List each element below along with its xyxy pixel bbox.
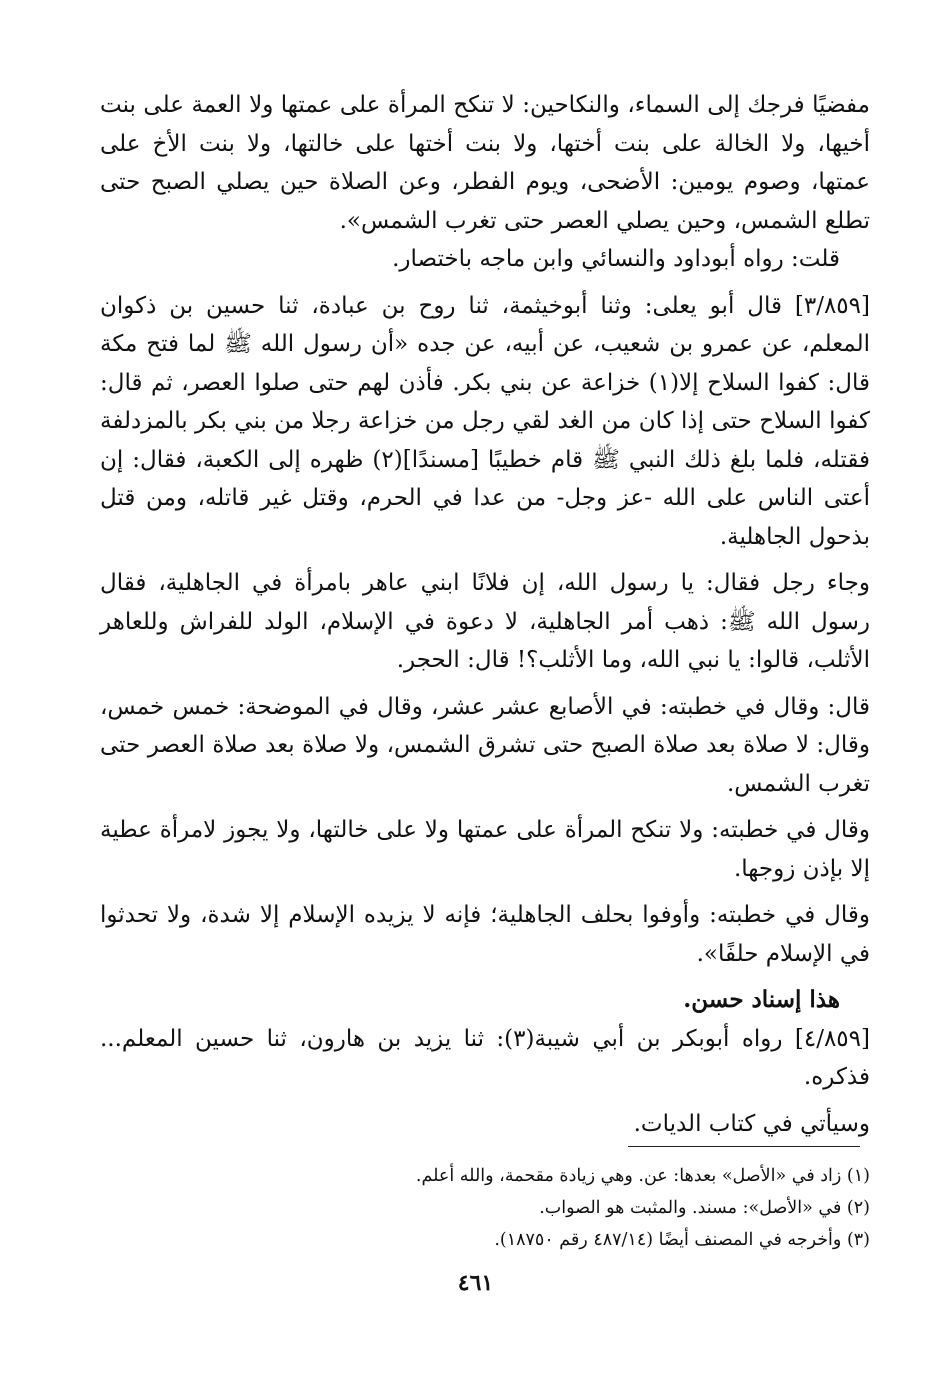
footnote-1: (١) زاد في «الأصل» بعدها: عن. وهي زيادة مقحمة، والله أعلم. bbox=[415, 1166, 870, 1186]
footnote-3: (٣) وأخرجه في المصنف أيضًا (٤٨٧/١٤ رقم ١٨٧٥٠). bbox=[494, 1230, 870, 1250]
footnote-2: (٢) في «الأصل»: مسند. والمثبت هو الصواب. bbox=[539, 1198, 870, 1218]
paragraph-6: وقال في خطبته: ولا تنكح المرأة على عمتها ولا على خالتها، ولا يجوز لامرأة عطية إلا بإذن زوجها. bbox=[100, 817, 870, 882]
paragraph-7: وقال في خطبته: وأوفوا بحلف الجاهلية؛ فإنه لا يزيده الإسلام إلا شدة، ولا تحدثوا في الإسلام حلفًا». bbox=[100, 902, 870, 967]
footnote-separator bbox=[628, 1146, 860, 1147]
paragraph-10: وسيأتي في كتاب الديات. bbox=[633, 1110, 870, 1137]
paragraph-5: قال: وقال في خطبته: في الأصابع عشر عشر، وقال في الموضحة: خمس خمس، وقال: لا صلاة بعد صلاة الصبح حتى تشرق الشمس، ولا صلاة بعد صلاة العصر حتى تغرب الشمس. bbox=[100, 693, 870, 797]
paragraph-2: قلت: رواه أبوداود والنسائي وابن ماجه باختصار. bbox=[392, 246, 840, 272]
paragraph-3: [٣/٨٥٩] قال أبو يعلى: وثنا أبوخيثمة، ثنا روح بن عبادة، ثنا حسين بن ذكوان المعلم، عن عمرو بن شعيب، عن أبيه، عن جده «أن رسول الله ﷺ لما فتح مكة قال: كفوا السلاح إلا(١) خزاعة عن بني بكر. فأذن لهم حتى صلوا العصر، ثم قال: كفوا السلاح حتى إذا كان من الغد لقي رجل من خزاعة رجلا من بني بكر بالمزدلفة فقتله، فلما بلغ ذلك النبي ﷺ قام خطيبًا [مسندًا](٢) ظهره إلى الكعبة، فقال: إن أعتى الناس على الله -عز وجل- من عدا في الحرم، وقتل غير قاتله، ومن قتل بذحول الجاهلية. bbox=[100, 292, 871, 550]
footnotes bbox=[100, 1160, 870, 1256]
paragraph-9: [٤/٨٥٩] رواه أبوبكر بن أبي شيبة(٣): ثنا يزيد بن هارون، ثنا حسين المعلم... فذكره. bbox=[100, 1025, 870, 1090]
paragraph-4: وجاء رجل فقال: يا رسول الله، إن فلانًا ابني عاهر بامرأة في الجاهلية، فقال رسول الله ﷺ: ذهب أمر الجاهلية، لا دعوة في الإسلام، الولد للفراش وللعاهر الأثلب، قالوا: يا نبي الله، وما الأثلب؟! قال: الحجر. bbox=[100, 570, 870, 673]
page-number: ٤٦١ bbox=[457, 1270, 494, 1296]
paragraph-1: مفضيًا فرجك إلى السماء، والنكاحين: لا تنكح المرأة على عمتها ولا العمة على بنت أخيها، ولا الخالة على بنت أختها، ولا بنت أختها على خالتها، ولا بنت الأخ على عمتها، وصوم يومين: الأضحى، ويوم الفطر، وعن الصلاة حين يصلي الصبح حتى تطلع الشمس، وحين يصلي العصر حتى تغرب الشمس». bbox=[100, 92, 870, 234]
main-text bbox=[100, 86, 870, 1143]
grading-line: هذا إسناد حسن. bbox=[683, 986, 840, 1013]
